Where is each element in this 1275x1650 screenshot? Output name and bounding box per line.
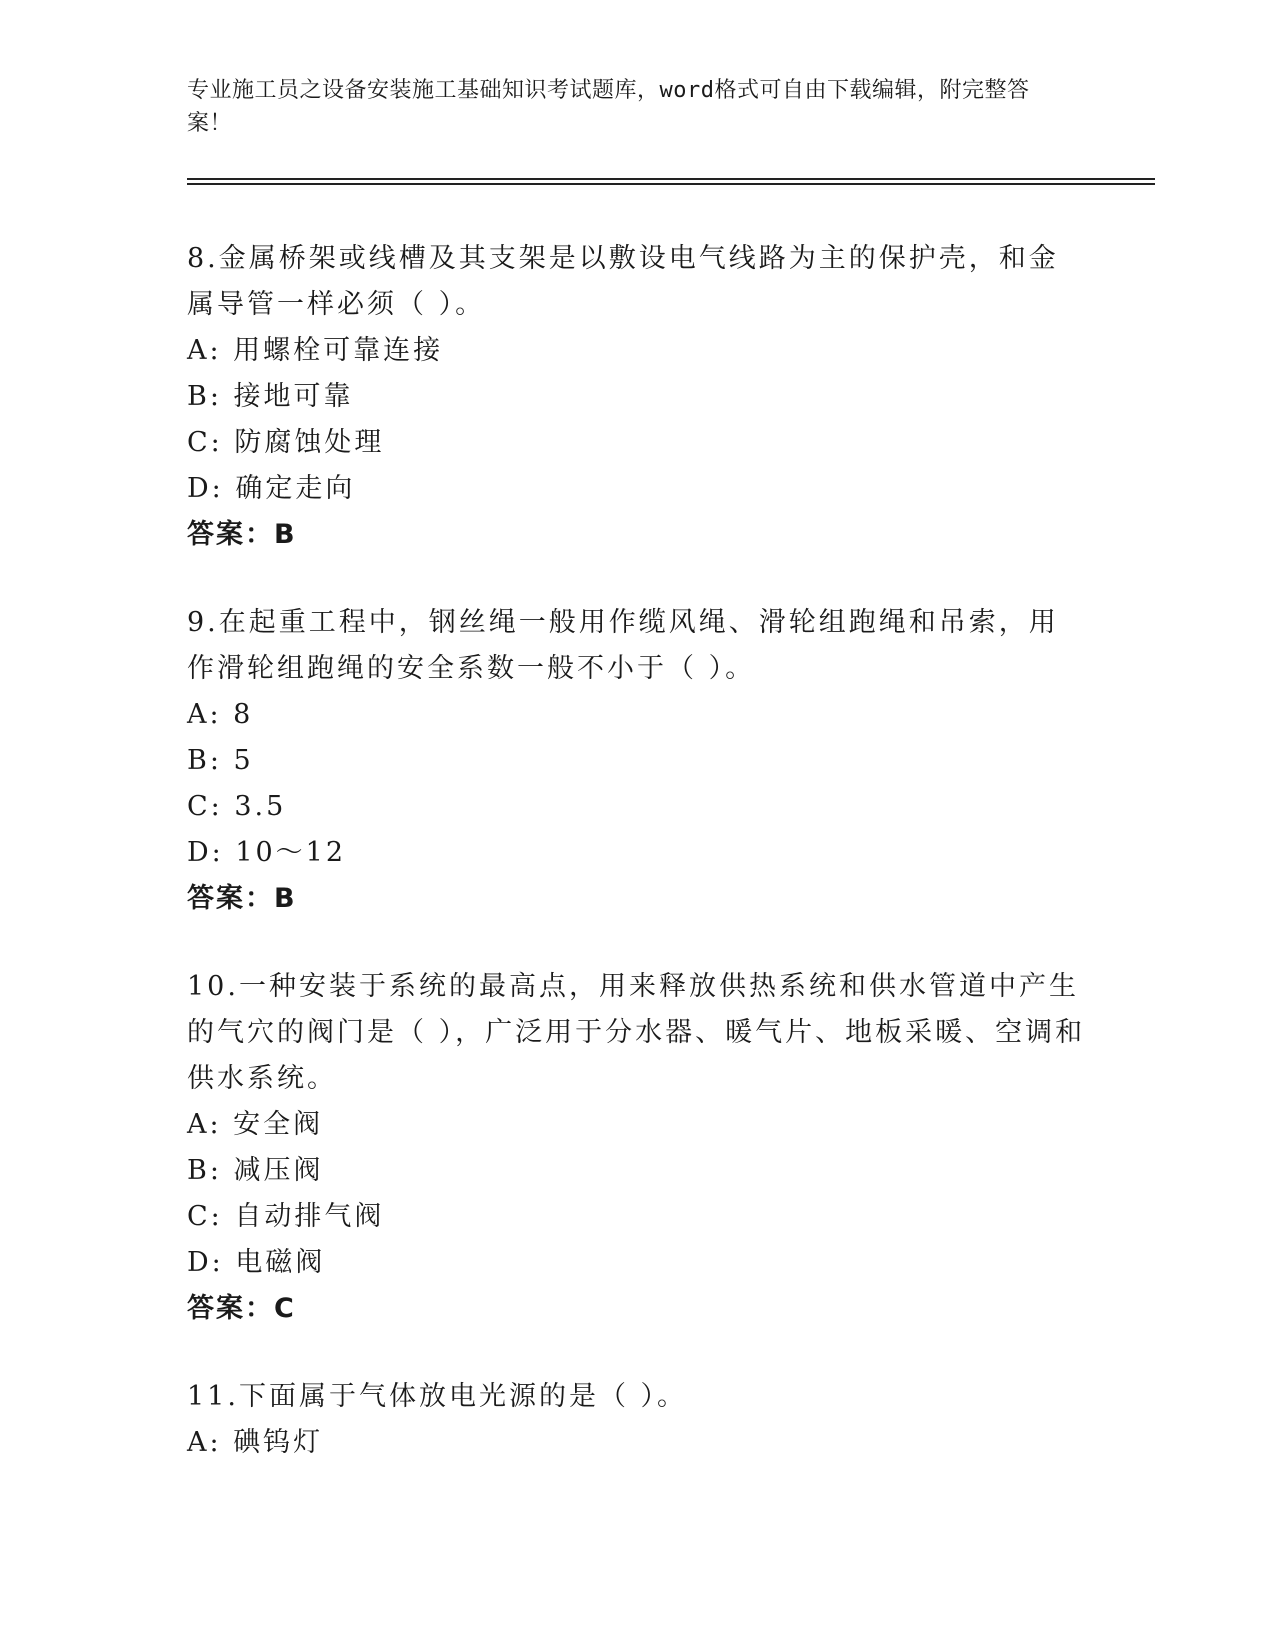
option-b: B: 减压阀 bbox=[187, 1155, 324, 1186]
option-a: A: 安全阀 bbox=[187, 1109, 324, 1140]
option-d: D: 10～12 bbox=[187, 837, 347, 868]
option-b: B: 接地可靠 bbox=[187, 381, 354, 412]
option-d: D: 电磁阀 bbox=[187, 1247, 326, 1278]
question-10 bbox=[187, 964, 1087, 1332]
option-b: B: 5 bbox=[187, 745, 254, 776]
header-divider-top bbox=[187, 178, 1155, 180]
header-divider-bottom bbox=[187, 183, 1155, 185]
question-9 bbox=[187, 600, 1087, 922]
option-a: A: 8 bbox=[187, 699, 254, 730]
option-c: C: 自动排气阀 bbox=[187, 1201, 385, 1232]
option-a: A: 碘钨灯 bbox=[187, 1427, 324, 1458]
option-d: D: 确定走向 bbox=[187, 473, 356, 504]
option-c: C: 防腐蚀处理 bbox=[187, 427, 385, 458]
question-text: 9.在起重工程中，钢丝绳一般用作缆风绳、滑轮组跑绳和吊索，用作滑轮组跑绳的安全系数一般不小于（ ）。 bbox=[187, 607, 1059, 684]
option-a: A: 用螺栓可靠连接 bbox=[187, 335, 444, 366]
question-text: 8.金属桥架或线槽及其支架是以敷设电气线路为主的保护壳，和金属导管一样必须（ ）。 bbox=[187, 243, 1059, 320]
option-c: C: 3.5 bbox=[187, 791, 287, 822]
question-list bbox=[187, 236, 1087, 1508]
question-11 bbox=[187, 1374, 1087, 1466]
answer-label: 答案：B bbox=[187, 519, 297, 550]
question-text: 11.下面属于气体放电光源的是（ ）。 bbox=[187, 1381, 688, 1412]
question-8 bbox=[187, 236, 1087, 558]
document-header: 专业施工员之设备安装施工基础知识考试题库，word格式可自由下载编辑，附完整答案！ bbox=[187, 78, 1030, 136]
answer-label: 答案：B bbox=[187, 883, 297, 914]
answer-label: 答案：C bbox=[187, 1293, 296, 1324]
question-text: 10.一种安装于系统的最高点，用来释放供热系统和供水管道中产生的气穴的阀门是（ ），广泛用于分水器、暖气片、地板采暖、空调和供水系统。 bbox=[187, 971, 1086, 1094]
